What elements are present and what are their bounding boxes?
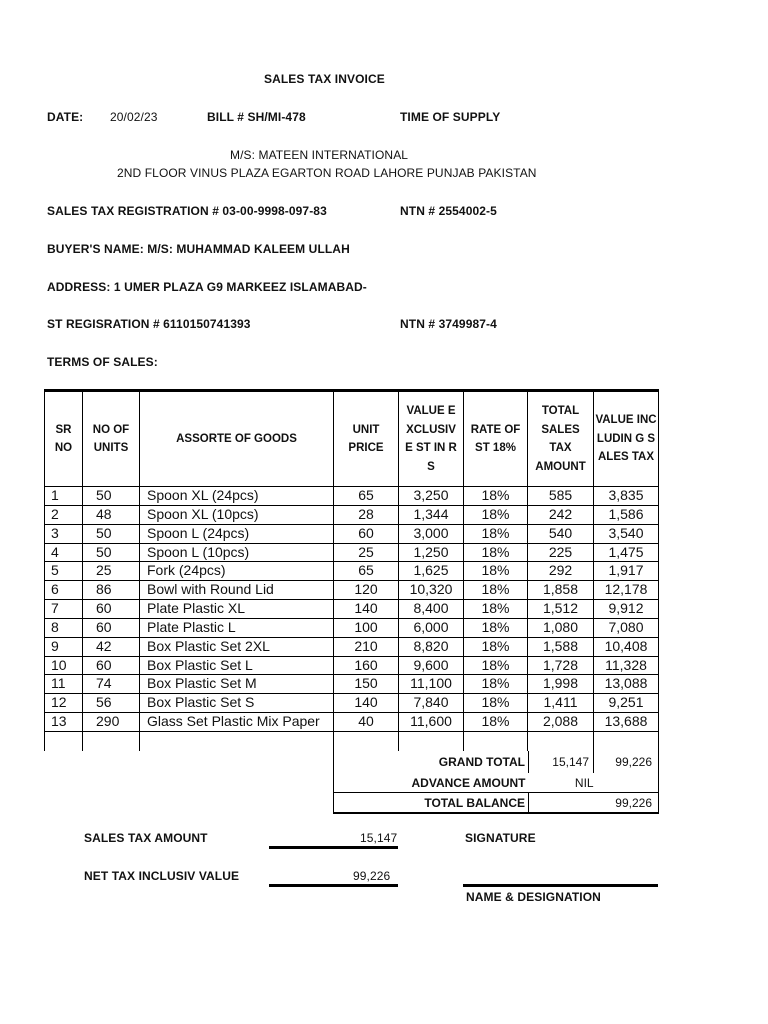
- row-sr-no: 1: [45, 487, 83, 506]
- row-units: 25: [83, 562, 140, 581]
- row-sr-no: 7: [45, 600, 83, 619]
- header-value-exclusive: VALUE EXCLUSIV E ST IN RS: [399, 391, 464, 487]
- seller-name: M/S: MATEEN INTERNATIONAL: [230, 148, 409, 162]
- row-rate: 18%: [464, 543, 528, 562]
- table-row: [45, 524, 659, 543]
- header-value-including-tax: VALUE INCLUDIN G SALES TAX: [594, 391, 659, 487]
- row-unit-price: 100: [334, 618, 399, 637]
- row-sales-tax: 242: [528, 505, 594, 524]
- row-value-exclusive: 9,600: [399, 656, 464, 675]
- sales-tax-underline: [269, 846, 398, 849]
- row-sales-tax: 585: [528, 487, 594, 506]
- row-unit-price: 28: [334, 505, 399, 524]
- advance-amount-label: ADVANCE AMOUNT: [334, 773, 529, 793]
- row-units: 56: [83, 694, 140, 713]
- table-row: [45, 562, 659, 581]
- row-unit-price: 60: [334, 524, 399, 543]
- row-units: 42: [83, 637, 140, 656]
- table-row: [45, 543, 659, 562]
- row-goods: Box Plastic Set 2XL: [140, 637, 334, 656]
- row-unit-price: 140: [334, 600, 399, 619]
- signature-label: SIGNATURE: [465, 831, 536, 845]
- time-of-supply-label: TIME OF SUPPLY: [400, 110, 501, 124]
- blank-cell: [399, 731, 464, 751]
- table-row: [45, 713, 659, 732]
- row-sales-tax: 292: [528, 562, 594, 581]
- table-row: [45, 600, 659, 619]
- blank-row: [45, 731, 659, 751]
- row-value-including: 9,912: [594, 600, 659, 619]
- row-value-exclusive: 7,840: [399, 694, 464, 713]
- items-table: [44, 389, 659, 751]
- row-sales-tax: 1,411: [528, 694, 594, 713]
- bill-number: BILL # SH/MI-478: [207, 110, 306, 124]
- row-value-including: 12,178: [594, 581, 659, 600]
- row-value-exclusive: 6,000: [399, 618, 464, 637]
- row-value-including: 13,088: [594, 675, 659, 694]
- row-goods: Spoon L (10pcs): [140, 543, 334, 562]
- row-units: 290: [83, 713, 140, 732]
- row-units: 48: [83, 505, 140, 524]
- row-goods: Box Plastic Set M: [140, 675, 334, 694]
- header-goods: ASSORTE OF GOODS: [140, 391, 334, 487]
- buyer-name: BUYER'S NAME: M/S: MUHAMMAD KALEEM ULLAH: [47, 242, 350, 256]
- row-value-including: 3,540: [594, 524, 659, 543]
- row-rate: 18%: [464, 581, 528, 600]
- row-value-exclusive: 11,600: [399, 713, 464, 732]
- total-balance-label: TOTAL BALANCE: [334, 793, 529, 814]
- row-rate: 18%: [464, 600, 528, 619]
- row-units: 60: [83, 600, 140, 619]
- row-sr-no: 9: [45, 637, 83, 656]
- table-row: [45, 618, 659, 637]
- row-sales-tax: 225: [528, 543, 594, 562]
- row-goods: Bowl with Round Lid: [140, 581, 334, 600]
- name-designation-label: NAME & DESIGNATION: [466, 890, 601, 904]
- header-unit-price: UNIT PRICE: [334, 391, 399, 487]
- row-units: 50: [83, 487, 140, 506]
- row-value-including: 3,835: [594, 487, 659, 506]
- row-sr-no: 10: [45, 656, 83, 675]
- row-sales-tax: 1,998: [528, 675, 594, 694]
- row-value-including: 7,080: [594, 618, 659, 637]
- table-header-row: [45, 391, 659, 487]
- row-sr-no: 13: [45, 713, 83, 732]
- sales-tax-amount-value: 15,147: [360, 831, 398, 845]
- row-value-exclusive: 1,625: [399, 562, 464, 581]
- row-rate: 18%: [464, 713, 528, 732]
- row-sr-no: 4: [45, 543, 83, 562]
- header-total-sales-tax: TOTAL SALES TAX AMOUNT: [528, 391, 594, 487]
- terms-of-sales: TERMS OF SALES:: [47, 355, 158, 369]
- invoice-date: 20/02/23: [110, 110, 158, 124]
- buyer-ntn: NTN # 3749987-4: [400, 317, 497, 331]
- row-rate: 18%: [464, 562, 528, 581]
- header-rate-of-st: RATE OF ST 18%: [464, 391, 528, 487]
- net-tax-inclusive-label: NET TAX INCLUSIV VALUE: [84, 869, 240, 883]
- blank-cell: [83, 731, 140, 751]
- row-sales-tax: 1,588: [528, 637, 594, 656]
- advance-amount-row: [334, 773, 659, 793]
- row-sales-tax: 1,512: [528, 600, 594, 619]
- row-unit-price: 25: [334, 543, 399, 562]
- blank-cell: [594, 731, 659, 751]
- row-sr-no: 8: [45, 618, 83, 637]
- net-tax-inclusive-value: 99,226: [353, 869, 391, 883]
- seller-address: 2ND FLOOR VINUS PLAZA EGARTON ROAD LAHORE PUNJAB PAKISTAN: [117, 166, 537, 180]
- row-rate: 18%: [464, 524, 528, 543]
- buyer-strn: ST REGISRATION # 6110150741393: [47, 317, 251, 331]
- row-value-exclusive: 3,250: [399, 487, 464, 506]
- row-value-exclusive: 1,344: [399, 505, 464, 524]
- row-value-including: 9,251: [594, 694, 659, 713]
- row-goods: Box Plastic Set S: [140, 694, 334, 713]
- row-value-including: 1,586: [594, 505, 659, 524]
- grand-total-row: [334, 751, 659, 773]
- total-balance-value: 99,226: [529, 793, 659, 814]
- row-unit-price: 120: [334, 581, 399, 600]
- row-rate: 18%: [464, 656, 528, 675]
- row-rate: 18%: [464, 637, 528, 656]
- row-sales-tax: 1,858: [528, 581, 594, 600]
- blank-cell: [45, 731, 83, 751]
- date-label: DATE:: [47, 110, 84, 124]
- row-rate: 18%: [464, 487, 528, 506]
- row-sr-no: 3: [45, 524, 83, 543]
- row-sales-tax: 2,088: [528, 713, 594, 732]
- row-units: 74: [83, 675, 140, 694]
- seller-ntn: NTN # 2554002-5: [400, 204, 497, 218]
- grand-total-tax: 15,147: [529, 751, 594, 773]
- net-value-underline: [269, 884, 398, 887]
- row-units: 60: [83, 656, 140, 675]
- table-row: [45, 505, 659, 524]
- table-row: [45, 581, 659, 600]
- row-rate: 18%: [464, 505, 528, 524]
- blank-cell: [334, 731, 399, 751]
- table-row: [45, 694, 659, 713]
- table-row: [45, 675, 659, 694]
- row-unit-price: 65: [334, 562, 399, 581]
- row-sales-tax: 1,080: [528, 618, 594, 637]
- blank-cell: [464, 731, 528, 751]
- buyer-address: ADDRESS: 1 UMER PLAZA G9 MARKEEZ ISLAMABAD-: [47, 280, 367, 294]
- row-goods: Plate Plastic L: [140, 618, 334, 637]
- row-unit-price: 210: [334, 637, 399, 656]
- table-row: [45, 487, 659, 506]
- row-value-including: 11,328: [594, 656, 659, 675]
- row-sr-no: 6: [45, 581, 83, 600]
- header-no-of-units: NO OF UNITS: [83, 391, 140, 487]
- row-units: 60: [83, 618, 140, 637]
- blank-cell: [528, 731, 594, 751]
- row-sales-tax: 540: [528, 524, 594, 543]
- row-unit-price: 40: [334, 713, 399, 732]
- invoice-title: SALES TAX INVOICE: [264, 72, 385, 86]
- row-value-exclusive: 3,000: [399, 524, 464, 543]
- row-units: 86: [83, 581, 140, 600]
- row-units: 50: [83, 524, 140, 543]
- blank-cell: [140, 731, 334, 751]
- row-goods: Glass Set Plastic Mix Paper: [140, 713, 334, 732]
- row-value-exclusive: 8,400: [399, 600, 464, 619]
- row-value-exclusive: 8,820: [399, 637, 464, 656]
- row-unit-price: 160: [334, 656, 399, 675]
- row-unit-price: 150: [334, 675, 399, 694]
- row-unit-price: 140: [334, 694, 399, 713]
- row-goods: Spoon XL (10pcs): [140, 505, 334, 524]
- row-value-exclusive: 11,100: [399, 675, 464, 694]
- row-value-including: 13,688: [594, 713, 659, 732]
- advance-amount-value: NIL: [529, 773, 659, 793]
- row-sr-no: 2: [45, 505, 83, 524]
- header-sr-no: SR NO: [45, 391, 83, 487]
- row-goods: Spoon L (24pcs): [140, 524, 334, 543]
- row-value-including: 1,917: [594, 562, 659, 581]
- row-value-exclusive: 10,320: [399, 581, 464, 600]
- row-sales-tax: 1,728: [528, 656, 594, 675]
- signature-line: [463, 884, 658, 887]
- row-sr-no: 11: [45, 675, 83, 694]
- row-unit-price: 65: [334, 487, 399, 506]
- table-row: [45, 656, 659, 675]
- totals-table: [333, 751, 659, 814]
- row-value-exclusive: 1,250: [399, 543, 464, 562]
- seller-strn: SALES TAX REGISTRATION # 03-00-9998-097-83: [47, 204, 327, 218]
- row-sr-no: 5: [45, 562, 83, 581]
- row-rate: 18%: [464, 694, 528, 713]
- row-goods: Spoon XL (24pcs): [140, 487, 334, 506]
- row-value-including: 1,475: [594, 543, 659, 562]
- row-units: 50: [83, 543, 140, 562]
- row-rate: 18%: [464, 618, 528, 637]
- row-goods: Box Plastic Set L: [140, 656, 334, 675]
- row-goods: Plate Plastic XL: [140, 600, 334, 619]
- row-value-including: 10,408: [594, 637, 659, 656]
- row-goods: Fork (24pcs): [140, 562, 334, 581]
- row-rate: 18%: [464, 675, 528, 694]
- table-row: [45, 637, 659, 656]
- grand-total-label: GRAND TOTAL: [334, 751, 529, 773]
- total-balance-row: [334, 793, 659, 814]
- grand-total-including: 99,226: [594, 751, 659, 773]
- sales-tax-amount-label: SALES TAX AMOUNT: [84, 831, 208, 845]
- row-sr-no: 12: [45, 694, 83, 713]
